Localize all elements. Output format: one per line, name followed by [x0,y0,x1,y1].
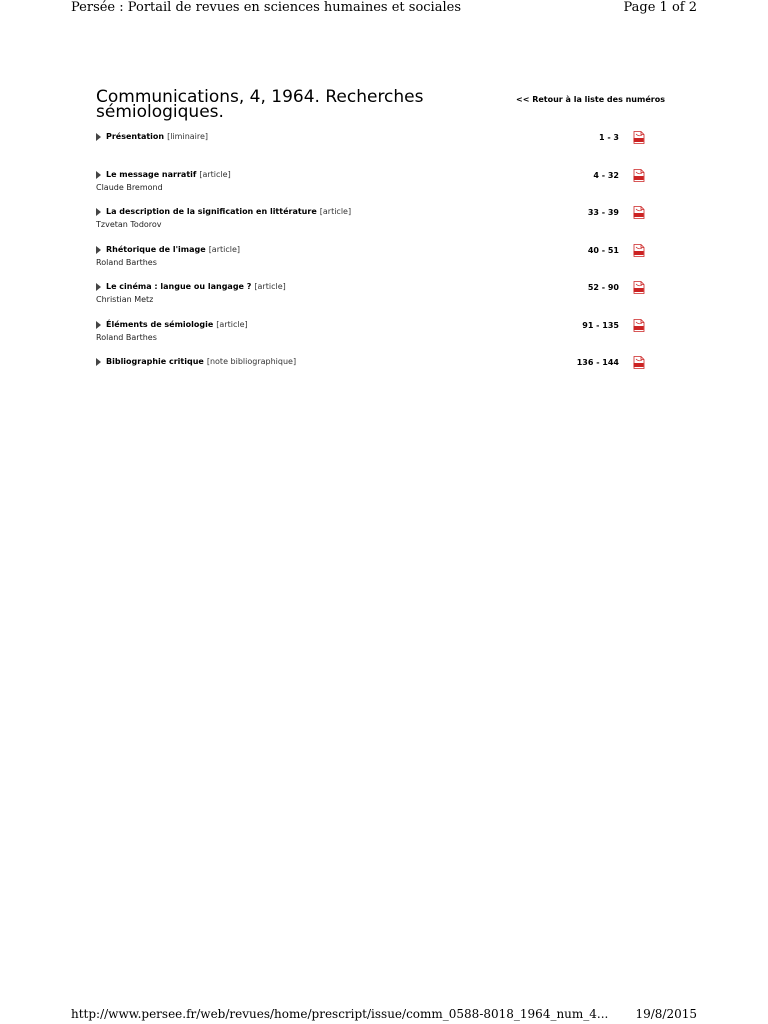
toc-entry-pages: 4 - 32 [593,170,619,180]
page-title: Communications, 4, 1964. Recherches sémiologiques. [96,87,424,122]
toc-entry [96,319,656,357]
pdf-icon[interactable] [633,356,645,369]
toc-entry-pages: 40 - 51 [587,245,619,255]
print-header-page-number: Page 1 of 2 [623,0,697,15]
toc-entry-author [96,144,656,156]
expand-arrow-icon[interactable] [96,283,101,291]
pdf-icon[interactable] [633,244,645,257]
toc-entry-author: Tzvetan Todorov [96,220,162,229]
toc-entry-author: Roland Barthes [96,332,157,342]
toc-entry [96,206,656,244]
toc-entry-pages: 52 - 90 [587,283,619,292]
expand-arrow-icon[interactable] [96,246,101,254]
toc-entry-type: [article] [199,169,231,179]
toc-entry [96,356,656,394]
toc-entry-author: Christian Metz [96,295,154,304]
toc-entry-pages: 91 - 135 [582,320,619,330]
toc-entry-title-link[interactable]: Bibliographie critique [106,357,204,366]
back-to-issues-link[interactable]: << Retour à la liste des numéros [516,95,665,104]
expand-arrow-icon[interactable] [96,133,101,141]
toc-entry [96,281,656,319]
expand-arrow-icon[interactable] [96,358,101,366]
toc-entry-pages: 1 - 3 [598,133,619,142]
toc-entry-type: [article] [216,319,248,329]
toc-entry-title-link[interactable]: Rhétorique de l'image [106,244,206,254]
toc-entry-author [96,369,656,381]
pdf-icon[interactable] [633,169,645,182]
expand-arrow-icon[interactable] [96,171,101,179]
toc-entry-type: [liminaire] [167,132,209,141]
pdf-icon[interactable] [633,281,645,294]
pdf-icon[interactable] [633,131,645,144]
toc-entry-author: Claude Bremond [96,182,163,192]
print-footer-date: 19/8/2015 [635,1007,697,1021]
toc-entry [96,131,656,169]
print-footer-url: http://www.persee.fr/web/revues/home/prescript/issue/comm_0588-8018_1964_num_4... [71,1007,609,1021]
toc-entry-title-link[interactable]: La description de la signification en littérature [106,207,317,216]
toc-entry-pages: 33 - 39 [587,208,619,217]
table-of-contents [96,131,656,394]
expand-arrow-icon[interactable] [96,208,101,216]
toc-entry-title-link[interactable]: Le cinéma : langue ou langage ? [106,282,252,291]
print-header-title: Persée : Portail de revues en sciences humaines et sociales [71,0,461,15]
toc-entry-pages: 136 - 144 [576,358,619,367]
toc-entry-type: [article] [319,207,352,216]
toc-entry-title-link[interactable]: Éléments de sémiologie [106,319,214,329]
toc-entry-type: [article] [208,244,241,254]
toc-entry-title-link[interactable]: Présentation [106,132,165,141]
pdf-icon[interactable] [633,319,645,332]
toc-entry-type: [note bibliographique] [206,357,297,366]
toc-entry-type: [article] [254,282,286,291]
pdf-icon[interactable] [633,206,645,219]
toc-entry [96,169,656,207]
toc-entry [96,244,656,282]
toc-entry-author: Roland Barthes [96,257,157,267]
expand-arrow-icon[interactable] [96,321,101,329]
toc-entry-title-link[interactable]: Le message narratif [106,169,197,179]
